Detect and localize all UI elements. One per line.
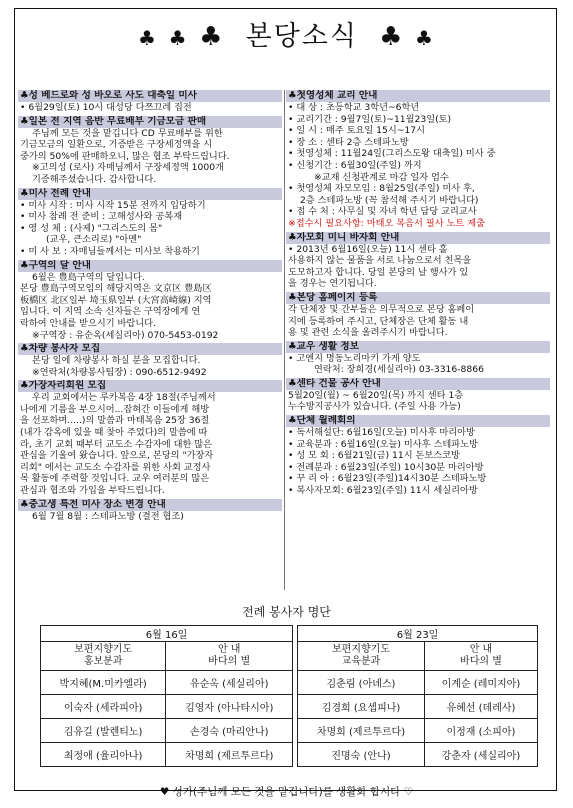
section-line: 2층 스테파노방 (꼭 참석해 주시기 바랍니다) <box>300 194 479 206</box>
section-line: 관심과 협조와 가입을 부탁드립니다. <box>20 485 165 497</box>
section-line: 연락처: 장희경(세실리아) 03-3316-8866 <box>314 364 484 376</box>
roster-label: 안 내 바다의 별 <box>424 642 537 671</box>
section-line: 5월20일(월) ~ 6월20일(목) 까지 센타 1층 <box>288 389 464 401</box>
section-header: ♣일본 전 지역 음반 무료배부 기금모금 판매 <box>18 116 282 128</box>
section-line: • 꾸 리 아 : 6월23일(주일)14시30분 스테파노방 <box>286 473 550 485</box>
section-line: • 2013년 6월16일(오늘) 11시 센타 홀 <box>286 244 550 256</box>
section-line: 리회" 에서는 교도소 수감자를 위한 사회 교정사 <box>20 461 211 473</box>
roster-label: 보편지향기도 홍보분과 <box>41 642 166 671</box>
section-line: • 첫영성체 : 11월24일(그리스도왕 대축일) 미사 중 <box>286 148 550 160</box>
roster-cell: 이숙자 (세라피아) <box>41 695 166 719</box>
roster-cell: 유순옥 (세실리아) <box>166 671 293 695</box>
roster-cell: 최정애 (율리아나) <box>41 743 166 767</box>
section-line: 본당 豊島구역모임의 해당지역은 文京区 豊島区 <box>20 283 212 295</box>
section-line: • 첫영성체 자모모임 : 8월25일(주일) 미사 후, <box>286 183 550 195</box>
title-text: 본당소식 <box>245 21 358 52</box>
club-icon: ♣ <box>379 22 405 52</box>
news-section <box>18 260 282 342</box>
section-line: 용 및 관련 소식을 올려주시기 바랍니다. <box>288 327 448 339</box>
section-header: ♣미사 전례 안내 <box>18 188 282 200</box>
section-line: 입니다. 이 지역 소속 신자들은 구역장에게 연 <box>20 306 201 318</box>
roster-month-row <box>41 626 538 642</box>
section-line: 을 경우는 연기됩니다. <box>288 278 377 290</box>
column-divider <box>284 90 285 590</box>
roster-row <box>41 671 538 695</box>
news-section <box>18 90 282 114</box>
section-header: ♣본당 홈페이지 등록 <box>286 292 550 304</box>
roster-cell: 진명숙 (안나) <box>298 743 425 767</box>
news-section <box>18 380 282 496</box>
section-line: 라, 초기 교회 때부터 교도소 수감자에 대한 많은 <box>20 438 212 450</box>
news-section <box>286 90 550 230</box>
section-line: • 독서해설단: 6월16일(오늘) 미사후 마리아방 <box>286 427 550 439</box>
news-section <box>286 415 550 497</box>
section-line: 중가의 50%에 판매하오니, 많은 협조 부탁드립니다. <box>20 150 230 162</box>
roster-cell: 김춘림 (아녜스) <box>298 671 425 695</box>
roster-label: 안 내 바다의 별 <box>166 642 293 671</box>
section-line: 지에 등록하여 주시고, 단체장은 단체 활동 내 <box>288 315 469 327</box>
section-line: 목 활동에 주력할 것입니다. 교우 여러분의 많은 <box>20 473 210 485</box>
section-line: • 미사 시작 : 미사 시작 15분 전까지 입당하기 <box>18 200 282 212</box>
section-line: 관심을 기울여 왔습니다. 앞으로, 본당의 "가장자 <box>20 450 214 462</box>
section-line: • 6월29일(토) 10시 대성당 다쯔끄레 집전 <box>18 102 282 114</box>
roster-cell: 차명희 (제르투르다) <box>298 719 425 743</box>
section-line: • 복사자모회: 6월23일(주일) 11시 세실리아방 <box>286 485 550 497</box>
roster-cell: 강춘자 (세실리아) <box>424 743 537 767</box>
news-section <box>286 378 550 413</box>
section-line: ※접수시 필요사항: 마태오 복음서 필사 노트 제출 <box>288 217 485 229</box>
section-line: ※고의성 (로사) 자매님께서 구장세정액 1000개 <box>32 162 224 174</box>
section-line: 6월 7월 8월 : 스테파노방 (결전 협조) <box>32 510 184 522</box>
section-line: • 성 모 회 : 6월21일(금) 11시 돈보스코방 <box>286 450 550 462</box>
section-line: 사용하지 않는 물품을 서로 나눔으로서 친목을 <box>288 255 472 267</box>
section-header: ♣자모회 미니 바자회 안내 <box>286 232 550 244</box>
section-header: ♣단체 월례회의 <box>286 415 550 427</box>
roster-cell: 김경희 (요셉피나) <box>298 695 425 719</box>
section-line: 우리 교회에서는 루카복음 4장 18절(주님께서 <box>32 392 216 404</box>
page-title <box>0 14 573 53</box>
club-icon: ♣ <box>138 26 158 50</box>
left-column <box>18 90 282 524</box>
section-line: 기금모금의 일환으로, 기증받은 구장세정액을 시 <box>20 139 213 151</box>
roster-cell: 박지혜(M.미카엘라) <box>41 671 166 695</box>
section-line: • 대 상 : 초등학교 3학년~6학년 <box>286 102 550 114</box>
news-section <box>18 343 282 378</box>
news-columns <box>18 90 551 590</box>
roster-cell: 이계순 (레미지아) <box>424 671 537 695</box>
footer-motto: ♥ 성가(주님께 모든 것을 맡깁니다)를 생활화 합시다 ♡ <box>159 786 414 798</box>
roster-row <box>41 695 538 719</box>
section-line: • 영 성 체 : (사제) "그리스도의 몸" <box>18 223 282 235</box>
section-line: 각 단체장 및 간부들은 의무적으로 본당 홈페이 <box>288 303 475 315</box>
news-section <box>18 188 282 258</box>
club-icon: ♣ <box>199 22 225 52</box>
roster-cell: 차명희 (제르투르다) <box>166 743 293 767</box>
news-section <box>286 232 550 290</box>
section-line: ※연락처(차량봉사팀장) : 090-6512-9492 <box>32 366 207 378</box>
section-line: 주님께 모든 것을 맡깁니다 CD 무료배부를 위한 <box>32 127 223 139</box>
right-column <box>286 90 550 499</box>
section-header: ♣가장자리회원 모집 <box>18 380 282 392</box>
roster-row <box>41 743 538 767</box>
section-header: ♣중고생 특전 미사 장소 변경 안내 <box>18 499 282 511</box>
section-line: 누수방지공사가 있습니다. (주일 사용 가능) <box>288 401 461 413</box>
section-line: 을 선포하며.....)의 말씀과 마태복음 25장 36절 <box>20 415 210 427</box>
section-header: ♣차량 봉사자 모집 <box>18 343 282 355</box>
section-line: • 전례분과 : 6월23일(주일) 10시30분 마리아방 <box>286 462 550 474</box>
club-icon: ♣ <box>168 26 189 50</box>
section-line: • 고엔지 명동노리마키 가게 양도 <box>286 353 550 365</box>
section-line: 본당 일에 차량봉사 하실 분을 모집합니다. <box>32 355 201 367</box>
section-header: ♣교우 생활 정보 <box>286 341 550 353</box>
section-line: 板橋区 北区일부 埼玉県일부 (大宮高崎線) 지역 <box>20 294 212 306</box>
news-section <box>286 341 550 376</box>
roster-month: 6월 23일 <box>298 626 538 642</box>
section-header: ♣센타 건물 공사 안내 <box>286 378 550 390</box>
section-line: 나에게 기름을 부으시어...잡혀간 이들에게 해방 <box>20 403 210 415</box>
roster-row <box>41 719 538 743</box>
roster-cell: 김영자 (아나타시아) <box>166 695 293 719</box>
section-header: ♣첫영성체 교리 안내 <box>286 90 550 102</box>
section-line: • 미 사 보 : 자매님들께서는 미사보 착용하기 <box>18 246 282 258</box>
section-line: • 일 시 : 매주 토요일 15시~17시 <box>286 125 550 137</box>
news-section <box>286 292 550 339</box>
section-line: ※교재 신청관계로 마감 일자 엄수 <box>314 171 449 183</box>
section-line: (교우, 큰소리로) "아멘" <box>46 234 142 246</box>
roster-cell: 이정재 (소피아) <box>424 719 537 743</box>
section-header: ♣구역의 달 안내 <box>18 260 282 272</box>
section-line: • 교리기간 : 9월7일(토)~11월23일(토) <box>286 114 550 126</box>
section-line: • 미사 참례 전 준비 : 고해성사와 공복재 <box>18 211 282 223</box>
volunteer-roster-table <box>40 625 538 767</box>
section-header: ♣성 베드로와 성 바오로 사도 대축일 미사 <box>18 90 282 102</box>
news-section <box>18 499 282 523</box>
roster-cell: 손경숙 (마리안나) <box>166 719 293 743</box>
section-line: • 신청기간 : 6월30일(주일) 까지 <box>286 160 550 172</box>
section-line: • 장 소 : 센타 2층 스테파노방 <box>286 137 550 149</box>
section-line: 도모하고자 합니다. 당일 본당의 날 행사가 있 <box>288 266 469 278</box>
section-line: ※구역장 : 유순옥(세실리아) 070-5453-0192 <box>32 329 219 341</box>
roster-title: 전례 봉사자 명단 <box>242 605 331 619</box>
section-line: 락하여 안내를 받으시기 바랍니다. <box>20 317 156 329</box>
roster-cell: 유혜선 (데레사) <box>424 695 537 719</box>
news-section <box>18 116 282 186</box>
section-line: 6월은 豊島구역의 달입니다. <box>32 271 145 283</box>
club-icon: ♣ <box>415 26 435 50</box>
section-line: • 접 수 처 : 사무실 및 자녀 학년 담당 교리교사 <box>286 206 550 218</box>
section-line: 기증해주셨습니다. 감사합니다. <box>32 173 157 185</box>
roster-month: 6월 16일 <box>41 626 293 642</box>
section-line: (내가 감옥에 있을 때 찾아 주었다)의 말씀에 따 <box>20 427 208 439</box>
roster-cell: 김유길 (발렌티노) <box>41 719 166 743</box>
roster-label-row <box>41 642 538 671</box>
roster-label: 보편지향기도 교육분과 <box>298 642 425 671</box>
section-line: • 교육분과 : 6월16일(오늘) 미사후 스테파노방 <box>286 439 550 451</box>
